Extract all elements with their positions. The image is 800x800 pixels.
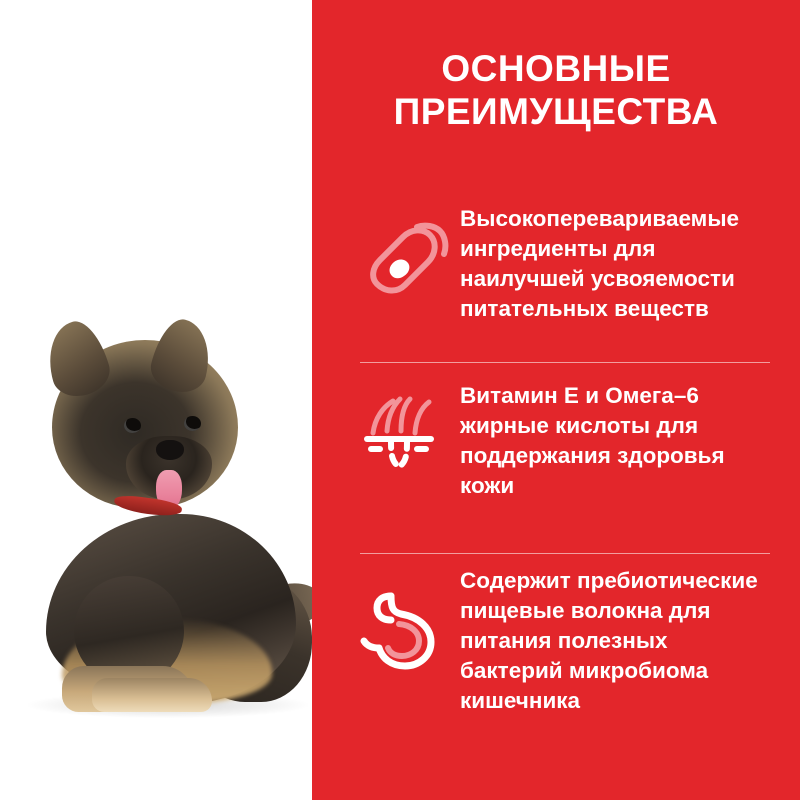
benefit-text: Содержит пребиотические пищевые волокна для питания полезных бактерий микробиома кишечника	[460, 568, 758, 713]
benefit-item	[312, 182, 800, 352]
benefit-item	[312, 373, 800, 543]
hair-follicle-skin-icon	[338, 373, 460, 491]
benefit-divider	[360, 553, 770, 554]
benefit-text: Витамин Е и Омега–6 жирные кислоты для поддержания здоровья кожи	[460, 383, 725, 498]
benefits-list	[312, 182, 800, 734]
page-title-line-1: ОСНОВНЫЕ	[441, 48, 671, 89]
dog-foreleg-front	[92, 678, 212, 712]
benefit-item	[312, 564, 800, 734]
stomach-icon	[338, 564, 460, 682]
dog-eye-left	[124, 418, 141, 433]
benefits-panel	[312, 0, 800, 800]
benefit-text: Высокоперевариваемые ингредиенты для наилучшей усвояемости питательных веществ	[460, 206, 740, 321]
page-title-line-2: ПРЕИМУЩЕСТВА	[393, 90, 719, 132]
dog-photo-panel	[0, 0, 312, 800]
dog-photo	[18, 312, 312, 712]
page-title	[338, 48, 774, 134]
meat-cut-icon	[338, 196, 460, 314]
dog-eye-right	[184, 416, 201, 431]
dog-nose	[156, 440, 184, 460]
benefit-divider	[360, 362, 770, 363]
